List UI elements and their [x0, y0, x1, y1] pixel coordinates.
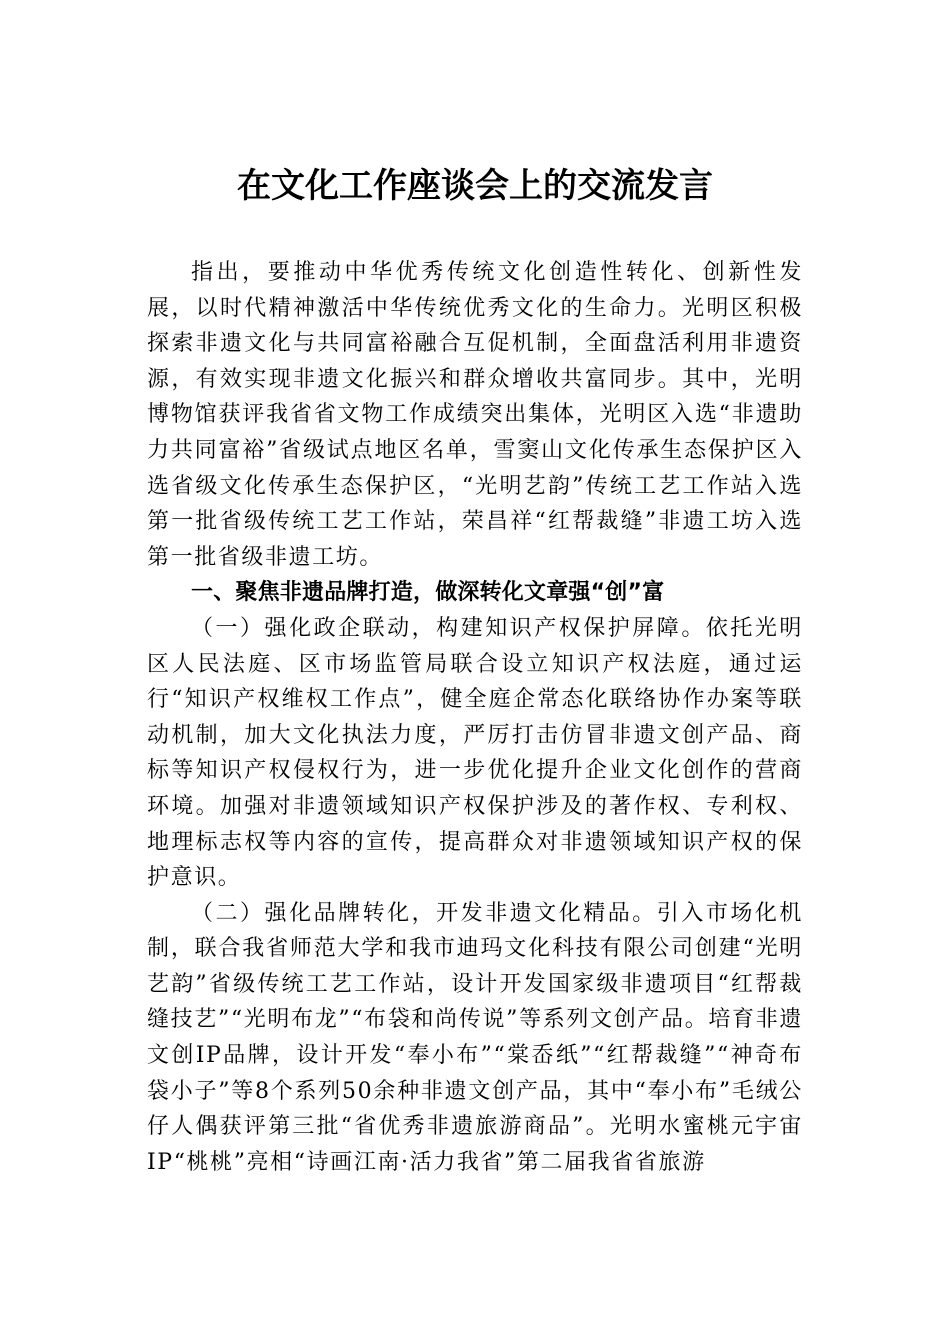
section-heading: 一、聚焦非遗品牌打造，做深转化文章强“创”富 [191, 580, 665, 606]
document-title: 在文化工作座谈会上的交流发言 [237, 166, 713, 206]
document-body [147, 255, 803, 1180]
section-paragraph-1: （一）强化政企联动，构建知识产权保护屏障。依托光明区人民法庭、区市场监管局联合设立知识产权法庭，通过运行“知识产权维权工作点”，健全庭企常态化联络协作办案等联动机制，加大文化执法力度，严厉打击仿冒非遗文创产品、商标等知识产权侵权行为，进一步优化提升企业文化创作的营商环境。加强对非遗领域知识产权保护涉及的著作权、专利权、地理标志权等内容的宣传，提高群众对非遗领域知识产权的保护意识。 [147, 615, 803, 891]
section-paragraph-2: （二）强化品牌转化，开发非遗文化精品。引入市场化机制，联合我省师范大学和我市迪玛文化科技有限公司创建“光明艺韵”省级传统工艺工作站，设计开发国家级非遗项目“红帮裁缝技艺”“光明布龙”“布袋和尚传说”等系列文创产品。培育非遗文创IP品牌，设计开发“奉小布”“棠岙纸”“红帮裁缝”“神奇布袋小子”等8个系列50余种非遗文创产品，其中“奉小布”毛绒公仔人偶获评第三批“省优秀非遗旅游商品”。光明水蜜桃元宇宙IP“桃桃”亮相“诗画江南·活力我省”第二届我省省旅游 [147, 900, 803, 1175]
intro-paragraph: 指出，要推动中华优秀传统文化创造性转化、创新性发展，以时代精神激活中华传统优秀文化的生命力。光明区积极探索非遗文化与共同富裕融合互促机制，全面盘活利用非遗资源，有效实现非遗文化振兴和群众增收共富同步。其中，光明博物馆获评我省省文物工作成绩突出集体，光明区入选“非遗助力共同富裕”省级试点地区名单，雪窦山文化传承生态保护区入选省级文化传承生态保护区，“光明艺韵”传统工艺工作站入选第一批省级传统工艺工作站，荣昌祥“红帮裁缝”非遗工坊入选第一批省级非遗工坊。 [147, 260, 803, 570]
